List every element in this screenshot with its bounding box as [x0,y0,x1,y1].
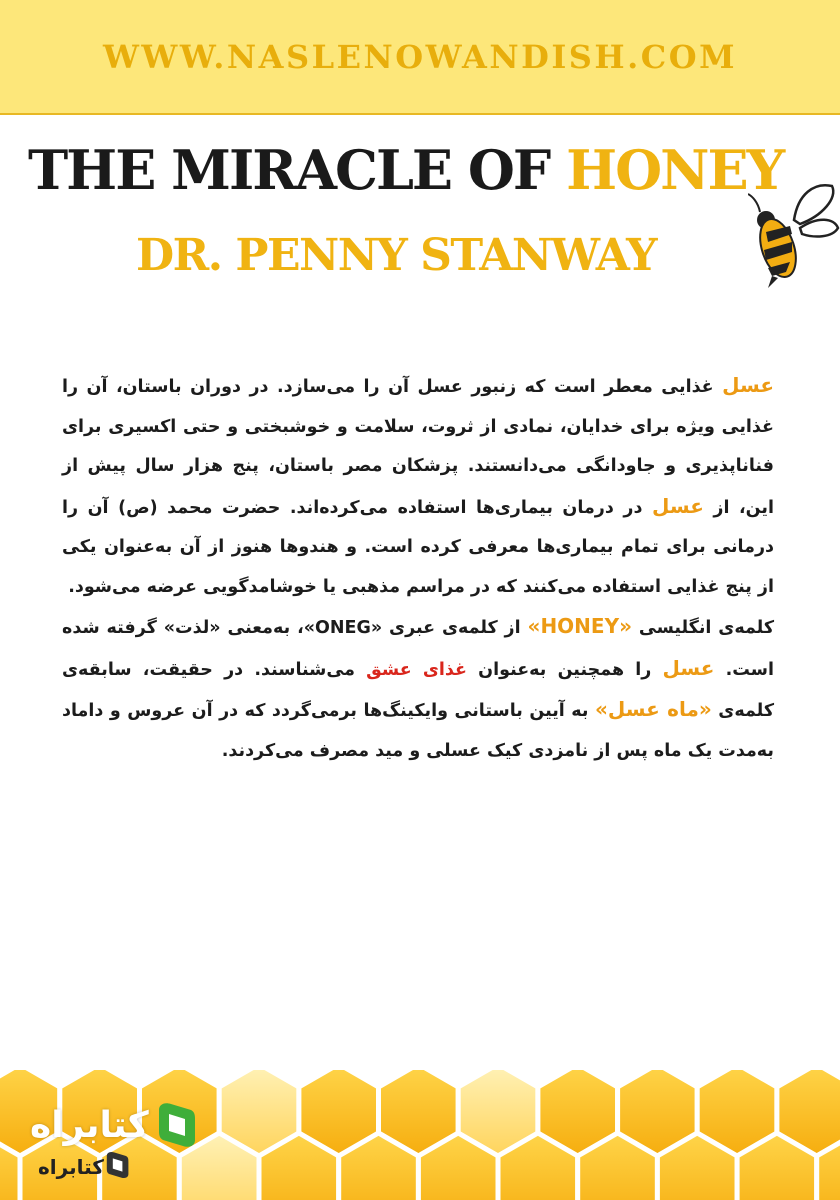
text-segment: غذایی معطر است که زنبور عسل آن را می‌سازد. در دوران باستان، آن را غذایی ویژه برای خدایان، نمادی از ثروت، سلامت و خوشبختی و حتی اکسیری برای فناناپذیری و جاودانگی می‌دانستند. پزشکان مصر باستان، پنج هزار سال پیش از این، از [62,377,774,518]
logo-main-row [30,1100,197,1150]
ketabrah-logo[interactable] [30,1088,210,1192]
logo-text-main: کتابراه [30,1104,149,1146]
title-prefix: THE MIRACLE OF [28,138,567,202]
book-title [28,138,828,202]
bee-icon [748,176,840,292]
book-leaf-small-icon [104,1150,130,1180]
highlight-honeymoon: «ماه عسل» [595,697,712,721]
paragraph-1 [62,366,774,607]
highlight-honey-1: عسل [722,373,774,397]
highlight-honey-english: «HONEY» [527,614,632,638]
text-segment: را همچنین به‌عنوان [466,659,663,680]
author-name: DR. PENNY STANWAY [136,230,657,281]
text-segment: از کلمه‌ی عبری «ONEG»، به‌معنی «لذت» گرفته شده است. [62,618,774,680]
highlight-food-of-love: غذای عشق [366,659,467,680]
paragraph-2 [62,607,774,771]
title-honey: HONEY [566,138,784,202]
logo-sub-row [30,1150,130,1180]
text-segment: به آیین باستانی وایکینگ‌ها برمی‌گردد که در آن عروس و داماد به‌مدت یک ماه پس از نامزدی کیک عسلی و مید مصرف می‌کردند. [62,701,774,761]
top-banner [0,0,840,115]
highlight-honey-2: عسل [651,493,704,518]
logo-text-sub: کتابراه [38,1155,104,1179]
website-url[interactable]: WWW.NASLENOWANDISH.COM [102,37,738,76]
text-segment: می‌شناسند. در حقیقت، سابقه‌ی کلمه‌ی [62,659,775,721]
article-body [62,366,774,771]
book-leaf-icon [155,1100,197,1150]
text-segment: کلمه‌ی انگلیسی [631,618,774,638]
text-segment: در درمان بیماری‌ها استفاده می‌کرده‌اند. حضرت محمد (ص) آن را درمانی برای تمام بیماری‌ها معرفی کرده است. و هندوها هنوز از آن به‌عنوان یکی از پنج غذایی استفاده می‌کنند که در مراسم مذهبی یا خوشامدگویی عرضه می‌شود. [62,497,774,597]
highlight-honey-3: عسل [662,655,715,680]
